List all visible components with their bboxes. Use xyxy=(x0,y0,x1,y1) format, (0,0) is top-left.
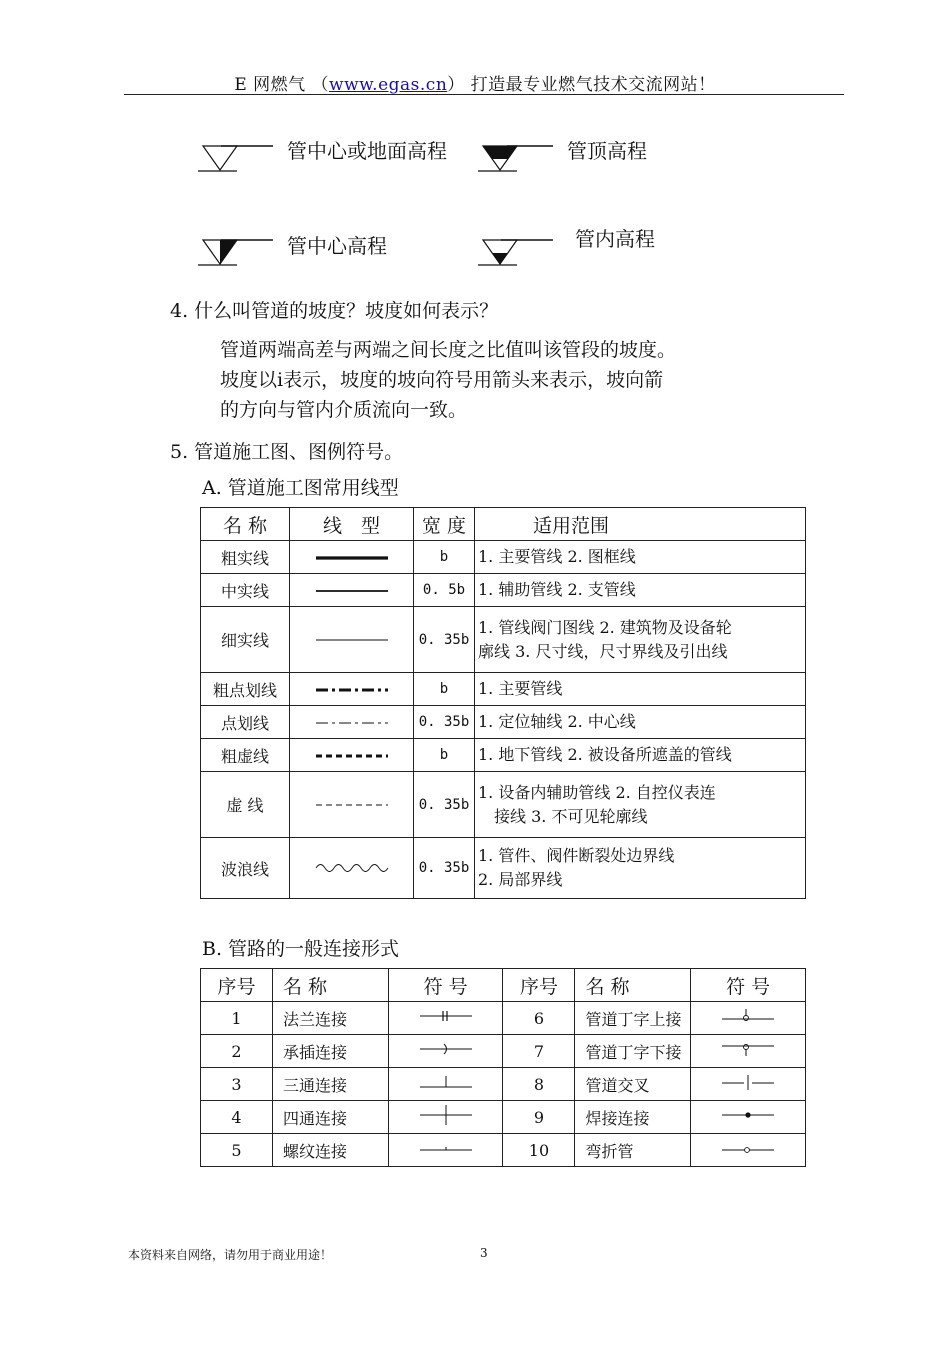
page-header xyxy=(0,70,950,95)
row-no: 9 xyxy=(503,1101,575,1134)
table-row xyxy=(201,1002,806,1035)
row-name: 粗实线 xyxy=(201,541,290,574)
thread-icon xyxy=(388,1134,503,1167)
three-way-icon xyxy=(388,1068,503,1101)
header-symbol-1: 符 号 xyxy=(388,969,503,1002)
row-usage xyxy=(475,541,806,574)
row-usage xyxy=(475,574,806,607)
row-no: 7 xyxy=(503,1035,575,1068)
row-name: 波浪线 xyxy=(201,838,290,899)
table-row xyxy=(201,1101,806,1134)
row-name: 粗点划线 xyxy=(201,673,290,706)
weld-icon xyxy=(691,1101,806,1134)
row-no: 6 xyxy=(503,1002,575,1035)
row-name: 三通连接 xyxy=(272,1068,388,1101)
elevation-label-1: 管中心或地面高程 xyxy=(287,139,447,163)
table-row xyxy=(201,838,806,899)
row-usage xyxy=(475,838,806,899)
row-usage xyxy=(475,607,806,673)
row-usage xyxy=(475,772,806,838)
table-row xyxy=(201,574,806,607)
row-name: 点划线 xyxy=(201,706,290,739)
header-prefix: E 网燃气 （ xyxy=(234,75,330,95)
row-name: 粗虚线 xyxy=(201,739,290,772)
row-width: 0. 35b xyxy=(414,772,475,838)
row-no: 4 xyxy=(201,1101,273,1134)
four-way-icon xyxy=(388,1101,503,1134)
answer-4 xyxy=(220,335,676,425)
header-name: 名 称 xyxy=(201,508,290,541)
row-name: 管道交叉 xyxy=(575,1068,691,1101)
thin-dashed-line-icon xyxy=(290,772,414,838)
table-header-row xyxy=(201,969,806,1002)
header-line: 线 型 xyxy=(290,508,414,541)
thin-solid-line-icon xyxy=(290,607,414,673)
bottom-filled-triangle-elevation-icon xyxy=(477,228,557,270)
row-no: 8 xyxy=(503,1068,575,1101)
row-name: 细实线 xyxy=(201,607,290,673)
header-usage: 适用范围 xyxy=(475,508,806,541)
elevation-label-3: 管中心高程 xyxy=(287,234,387,258)
header-symbol-2: 符 号 xyxy=(691,969,806,1002)
row-name: 管道丁字上接 xyxy=(575,1002,691,1035)
row-no: 3 xyxy=(201,1068,273,1101)
usage-line: 廓线 3. 尺寸线，尺寸界线及引出线 xyxy=(478,641,728,661)
flange-icon xyxy=(388,1002,503,1035)
header-link[interactable]: www.egas.cn xyxy=(329,75,448,95)
row-name: 虚 线 xyxy=(201,772,290,838)
table-row xyxy=(201,706,806,739)
header-suffix: ） 打造最专业燃气技术交流网站！ xyxy=(447,75,716,95)
usage-line: 1. 管线阀门图线 2. 建筑物及设备轮 xyxy=(478,617,732,637)
crossing-icon xyxy=(691,1068,806,1101)
usage-line: 1. 主要管线 xyxy=(478,679,563,698)
question-5: 5. 管道施工图、图例符号。 xyxy=(170,441,404,463)
wavy-line-icon xyxy=(290,838,414,899)
row-width: b xyxy=(414,541,475,574)
usage-line: 1. 辅助管线 2. 支管线 xyxy=(478,580,636,599)
header-name-1: 名 称 xyxy=(272,969,388,1002)
table-row xyxy=(201,772,806,838)
tee-down-icon xyxy=(691,1035,806,1068)
table-row xyxy=(201,1035,806,1068)
usage-line: 1. 地下管线 2. 被设备所遮盖的管线 xyxy=(478,745,732,764)
usage-line: 2. 局部界线 xyxy=(478,870,563,889)
row-usage xyxy=(475,706,806,739)
table-row xyxy=(201,607,806,673)
row-name: 弯折管 xyxy=(575,1134,691,1167)
row-width: 0. 5b xyxy=(414,574,475,607)
row-width: 0. 35b xyxy=(414,838,475,899)
thick-solid-line-icon xyxy=(290,541,414,574)
thick-dashed-line-icon xyxy=(290,739,414,772)
tee-up-icon xyxy=(691,1002,806,1035)
elevation-label-4: 管内高程 xyxy=(575,227,655,251)
open-triangle-elevation-icon xyxy=(197,134,277,176)
header-width: 宽 度 xyxy=(414,508,475,541)
bend-icon xyxy=(691,1134,806,1167)
row-no: 2 xyxy=(201,1035,273,1068)
row-name: 四通连接 xyxy=(272,1101,388,1134)
usage-line: 1. 管件、阀件断裂处边界线 xyxy=(478,846,675,865)
row-name: 焊接连接 xyxy=(575,1101,691,1134)
connection-table xyxy=(200,968,806,1167)
thin-dashdot-line-icon xyxy=(290,706,414,739)
footer-note: 本资料来自网络，请勿用于商业用途！ xyxy=(128,1248,333,1262)
row-no: 5 xyxy=(201,1134,273,1167)
table-row xyxy=(201,739,806,772)
usage-line: 1. 定位轴线 2. 中心线 xyxy=(478,712,636,731)
row-name: 中实线 xyxy=(201,574,290,607)
table-row xyxy=(201,1134,806,1167)
row-name: 螺纹连接 xyxy=(272,1134,388,1167)
header-no-1: 序号 xyxy=(201,969,273,1002)
table-row xyxy=(201,673,806,706)
row-no: 1 xyxy=(201,1002,273,1035)
row-width: b xyxy=(414,673,475,706)
top-filled-triangle-elevation-icon xyxy=(477,134,557,176)
socket-icon xyxy=(388,1035,503,1068)
header-no-2: 序号 xyxy=(503,969,575,1002)
usage-line: 1. 设备内辅助管线 2. 自控仪表连 xyxy=(478,782,716,802)
answer-line: 管道两端高差与两端之间长度之比值叫该管段的坡度。 xyxy=(220,339,677,361)
row-name: 法兰连接 xyxy=(272,1002,388,1035)
table-header-row xyxy=(201,508,806,541)
page-number: 3 xyxy=(480,1246,488,1260)
header-name-2: 名 称 xyxy=(575,969,691,1002)
row-usage xyxy=(475,739,806,772)
row-usage xyxy=(475,673,806,706)
question-4: 4. 什么叫管道的坡度？坡度如何表示？ xyxy=(170,300,499,322)
row-width: 0. 35b xyxy=(414,706,475,739)
row-name: 承插连接 xyxy=(272,1035,388,1068)
line-type-table xyxy=(200,507,806,899)
table-row xyxy=(201,1068,806,1101)
row-width: b xyxy=(414,739,475,772)
medium-solid-line-icon xyxy=(290,574,414,607)
section-b-title: B. 管路的一般连接形式 xyxy=(202,938,400,960)
elevation-label-2: 管顶高程 xyxy=(567,139,647,163)
answer-line: 的方向与管内介质流向一致。 xyxy=(220,399,468,421)
answer-line: 坡度以i表示，坡度的坡向符号用箭头来表示，坡向箭 xyxy=(220,369,664,391)
row-name: 管道丁字下接 xyxy=(575,1035,691,1068)
usage-line: 1. 主要管线 2. 图框线 xyxy=(478,547,636,566)
thick-dashdot-line-icon xyxy=(290,673,414,706)
table-row xyxy=(201,541,806,574)
section-a-title: A. 管道施工图常用线型 xyxy=(202,477,399,499)
half-filled-triangle-elevation-icon xyxy=(197,228,277,270)
row-no: 10 xyxy=(503,1134,575,1167)
usage-line: 接线 3. 不可见轮廓线 xyxy=(478,806,648,826)
header-rule xyxy=(124,94,844,95)
row-width: 0. 35b xyxy=(414,607,475,673)
